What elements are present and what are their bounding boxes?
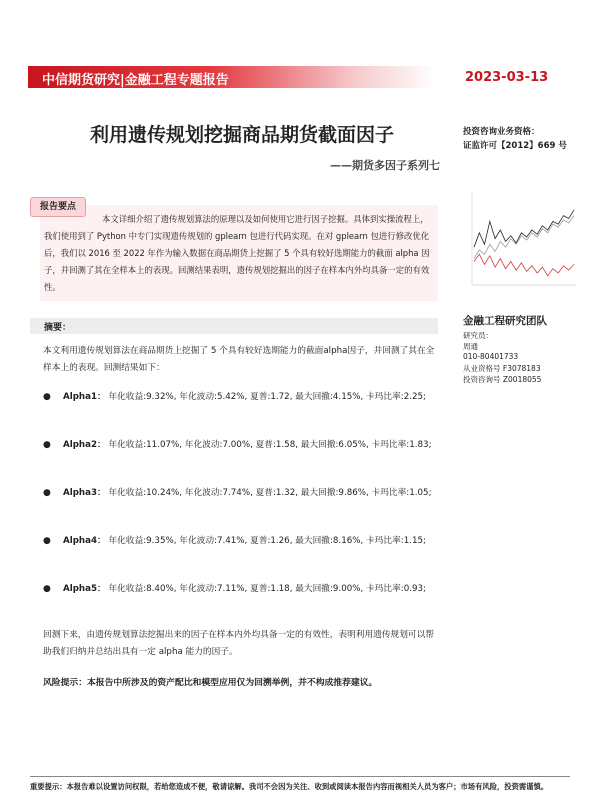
report-subtitle: ——期货多因子系列七: [330, 159, 440, 172]
team-line: 从业资格号 F3078183: [463, 364, 541, 373]
qualification-line-2: 证监许可【2012】669 号: [463, 141, 567, 151]
bullet-dot: ●: [43, 488, 51, 498]
alpha-stats: 年化收益:10.24%, 年化波动:7.74%, 夏普:1.32, 最大回撤:9.86%, 卡玛比率:1.05;: [108, 488, 432, 498]
alpha-stats: 年化收益:9.35%, 年化波动:7.41%, 夏普:1.26, 最大回撤:8.16%, 卡玛比率:1.15;: [108, 536, 426, 546]
abstract-intro: 本文利用遗传规划算法在商品期货上挖掘了 5 个具有较好选期能力的截面alpha因子，并回测了其在全样本上的表现。回测结果如下：: [43, 346, 435, 373]
summary-text: 本文详细介绍了遗传规划算法的原理以及如何使用它进行因子挖掘。具体到实操流程上，我们使用到了 Python 中专门实现遗传规划的 gplearn 包进行代码实现。在对 gplearn 包进行修改优化后，我们以 2016 至 2022 年作为输入数据在商品期货上挖掘了 5 个具有较好选期能力的截面 alpha 因子，并回测了其在全样本上的表现。回测结果表明，遗传规划挖掘出的因子在样本内外均具备一定的有效性。: [44, 214, 430, 292]
risk-warning: 风险提示：本报告中所涉及的资产配比和模型应用仅为回溯举例，并不构成推荐建议。: [43, 678, 378, 688]
team-line: 周通: [463, 342, 478, 351]
alpha-name: Alpha2：: [63, 440, 106, 450]
disclaimer: 重要提示：本报告难以设置访问权限，若给您造成不便，敬请谅解。我司不会因为关注、收到或阅读本报告内容而视相关人员为客户；市场有风险，投资需谨慎。: [30, 782, 549, 791]
bullet-dot: ●: [43, 536, 51, 546]
alpha-name: Alpha4：: [63, 536, 106, 546]
team-title: 金融工程研究团队: [463, 315, 547, 327]
bullet-dot: ●: [43, 584, 51, 594]
abstract-tag: 摘要：: [44, 323, 72, 333]
alpha-stats: 年化收益:8.40%, 年化波动:7.11%, 夏普:1.18, 最大回撤:9.00%, 卡玛比率:0.93;: [108, 584, 426, 594]
alpha-name: Alpha1：: [63, 392, 106, 402]
alpha-stats: 年化收益:9.32%, 年化波动:5.42%, 夏普:1.72, 最大回撤:4.15%, 卡玛比率:2.25;: [108, 392, 426, 402]
team-line: 研究员：: [463, 331, 493, 340]
report-title: 利用遗传规划挖掘商品期货截面因子: [89, 124, 394, 146]
header-brand: 中信期货研究|金融工程专题报告: [42, 73, 229, 88]
summary-tag: 报告要点: [30, 197, 86, 217]
alpha-name: Alpha3：: [63, 488, 106, 498]
footer-divider: [30, 776, 570, 777]
alpha-stats: 年化收益:11.07%, 年化波动:7.00%, 夏普:1.58, 最大回撤:6.05%, 卡玛比率:1.83;: [108, 440, 432, 450]
team-line: 投资咨询号 Z0018055: [463, 375, 542, 384]
alpha-name: Alpha5：: [63, 584, 106, 594]
team-line: 010-80401733: [463, 352, 519, 361]
cover-chart: [462, 183, 580, 295]
abstract-conclusion: 回测下来，由遗传规划算法挖掘出来的因子在样本内外均具备一定的有效性，表明利用遗传规划可以帮助我们归纳并总结出具有一定 alpha 能力的因子。: [43, 630, 434, 657]
chart-background: [462, 183, 580, 295]
abstract-band: [30, 318, 438, 334]
cover-chart-svg: [462, 183, 580, 295]
bullet-dot: ●: [43, 392, 51, 402]
report-date: 2023-03-13: [465, 70, 549, 85]
bullet-dot: ●: [43, 440, 51, 450]
qualification-line-1: 投资咨询业务资格：: [463, 127, 540, 137]
